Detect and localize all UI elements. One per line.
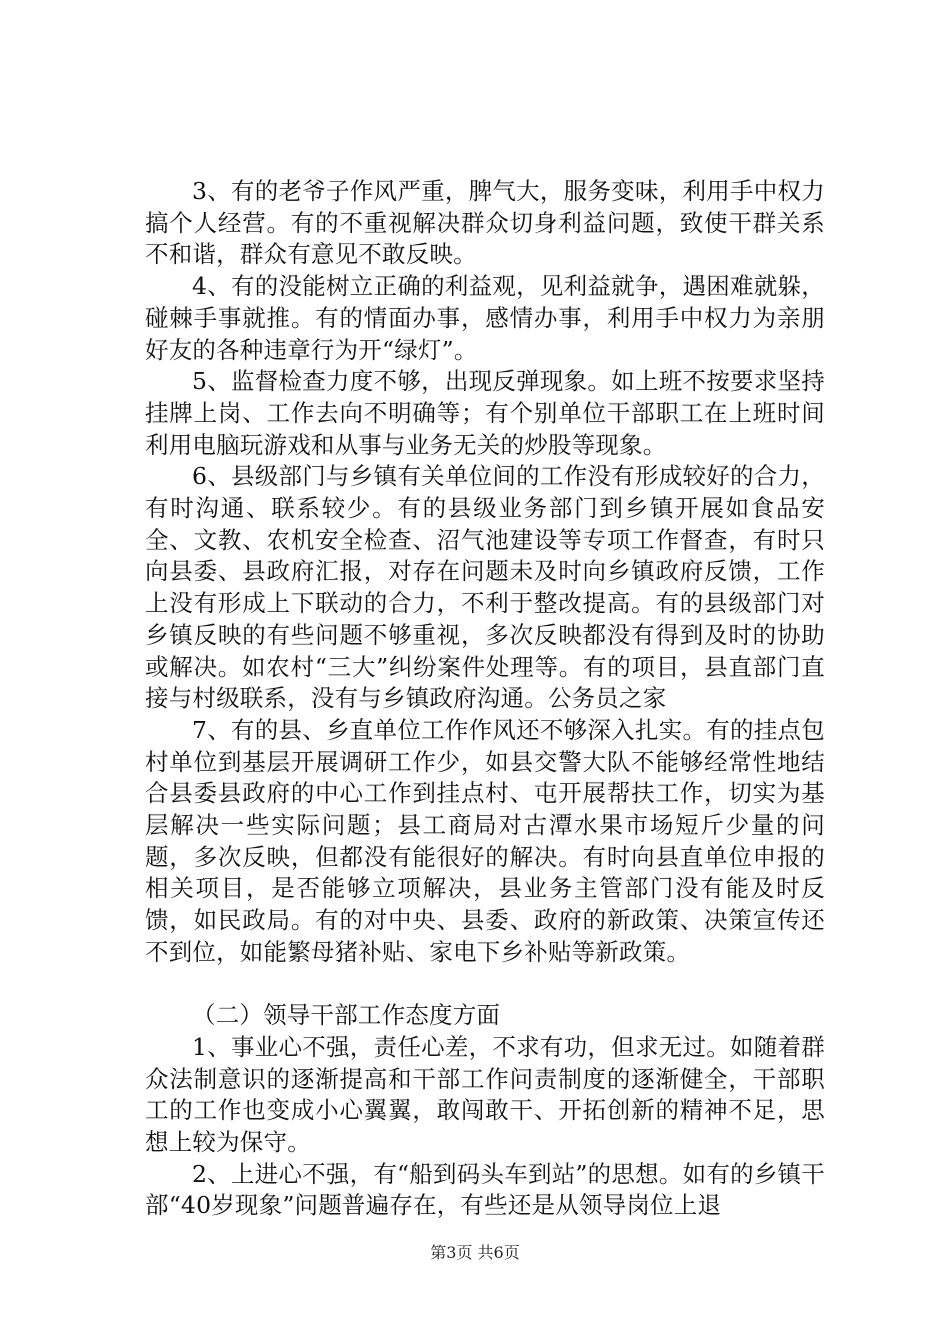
section-paragraph-1: 1、事业心不强，责任心差，不求有功，但求无过。如随着群众法制意识的逐渐提高和干部工作问责制度的逐渐健全，干部职工的工作也变成小心翼翼，敢闯敢干、开拓创新的精神不足，思想上较为保守。 [145,1032,825,1157]
page-number-footer: 第3页 共6页 [430,1243,520,1262]
paragraph-item-7: 7、有的县、乡直单位工作作风还不够深入扎实。有的挂点包村单位到基层开展调研工作少，如县交警大队不能够经常性地结合县委县政府的中心工作到挂点村、屯开展帮扶工作，切实为基层解决一些实际问题；县工商局对古潭水果市场短斤少量的问题，多次反映，但都没有能很好的解决。有时向县直单位申报的相关项目，是否能够立项解决，县业务主管部门没有能及时反馈，如民政局。有的对中央、县委、政府的新政策、决策宣传还不到位，如能繁母猪补贴、家电下乡补贴等新政策。 [145,715,825,966]
section-heading: （二）领导干部工作态度方面 [192,1001,501,1030]
document-body [145,176,825,1222]
paragraph-item-4: 4、有的没能树立正确的利益观，见利益就争，遇困难就躲，碰棘手事就推。有的情面办事，感情办事，利用手中权力为亲朋好友的各种违章行为开“绿灯”。 [145,272,825,364]
paragraph-item-6: 6、县级部门与乡镇有关单位间的工作没有形成较好的合力，有时沟通、联系较少。有的县级业务部门到乡镇开展如食品安全、文教、农机安全检查、沼气池建设等专项工作督查，有时只向县委、县政府汇报，对存在问题未及时向乡镇政府反馈，工作上没有形成上下联动的合力，不利于整改提高。有的县级部门对乡镇反映的有些问题不够重视，多次反映都没有得到及时的协助或解决。如农村“三大”纠纷案件处理等。有的项目，县直部门直接与村级联系，没有与乡镇政府沟通。公务员之家 [145,462,825,713]
paragraph-item-5: 5、监督检查力度不够，出现反弹现象。如上班不按要求坚持挂牌上岗、工作去向不明确等；有个别单位干部职工在上班时间利用电脑玩游戏和从事与业务无关的炒股等现象。 [145,367,825,459]
section-paragraph-2: 2、上进心不强，有“船到码头车到站”的思想。如有的乡镇干部“40岁现象”问题普遍存在，有些还是从领导岗位上退 [145,1159,825,1220]
paragraph-item-3: 3、有的老爷子作风严重，脾气大，服务变味，利用手中权力搞个人经营。有的不重视解决群众切身利益问题，致使干群关系不和谐，群众有意见不敢反映。 [145,177,825,269]
